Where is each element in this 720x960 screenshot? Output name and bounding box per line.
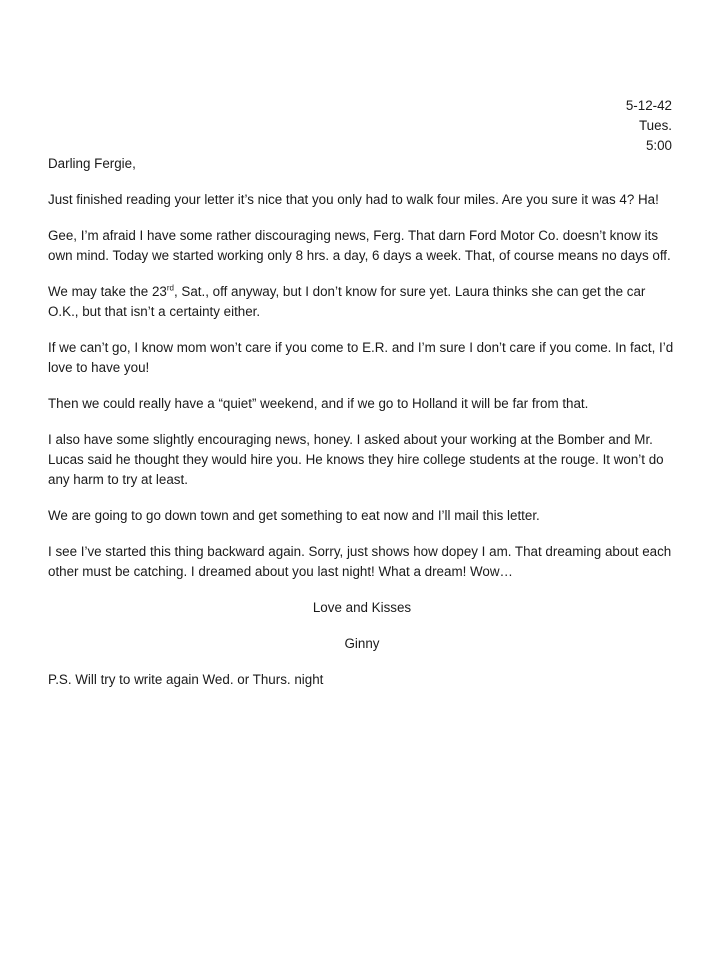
- paragraph-4: If we can’t go, I know mom won’t care if you come to E.R. and I’m sure I don’t care if you come. In fact, I’d love to have you!: [48, 340, 674, 375]
- postscript: P.S. Will try to write again Wed. or Thurs. night: [48, 672, 324, 687]
- letter-body: [48, 154, 676, 706]
- paragraph-7: We are going to go down town and get something to eat now and I’ll mail this letter.: [48, 508, 540, 523]
- ordinal-suffix: rd: [166, 283, 174, 293]
- paragraph-3-end: , Sat., off anyway, but I don’t know for sure yet. Laura thinks she can get the car O.K., but that isn’t a certainty either.: [48, 284, 646, 319]
- paragraph-8: I see I’ve started this thing backward again. Sorry, just shows how dopey I am. That dreaming about each other must be catching. I dreamed about you last night! What a dream! Wow…: [48, 544, 672, 579]
- paragraph-6: I also have some slightly encouraging news, honey. I asked about your working at the Bomber and Mr. Lucas said he thought they would hire you. He knows they hire college students at the rouge. It won’t do any harm to try at least.: [48, 432, 664, 487]
- date-block: [626, 96, 672, 156]
- paragraph-2: Gee, I’m afraid I have some rather discouraging news, Ferg. That darn Ford Motor Co. doesn’t know its own mind. Today we started working only 8 hrs. a day, 6 days a week. That, of course means no days off.: [48, 228, 671, 263]
- salutation: Darling Fergie,: [48, 156, 136, 171]
- signature: Ginny: [344, 636, 380, 651]
- letter-date: 5-12-42: [625, 98, 672, 113]
- paragraph-1: Just finished reading your letter it’s nice that you only had to walk four miles. Are you sure it was 4? Ha!: [48, 192, 659, 207]
- letter-time: 5:00: [645, 138, 672, 153]
- paragraph-3-start: We may take the 23: [48, 284, 167, 299]
- letter-day: Tues.: [639, 118, 672, 133]
- closing: Love and Kisses: [312, 600, 412, 615]
- paragraph-5: Then we could really have a “quiet” weekend, and if we go to Holland it will be far from that.: [48, 396, 589, 411]
- paragraph-3: [48, 282, 676, 322]
